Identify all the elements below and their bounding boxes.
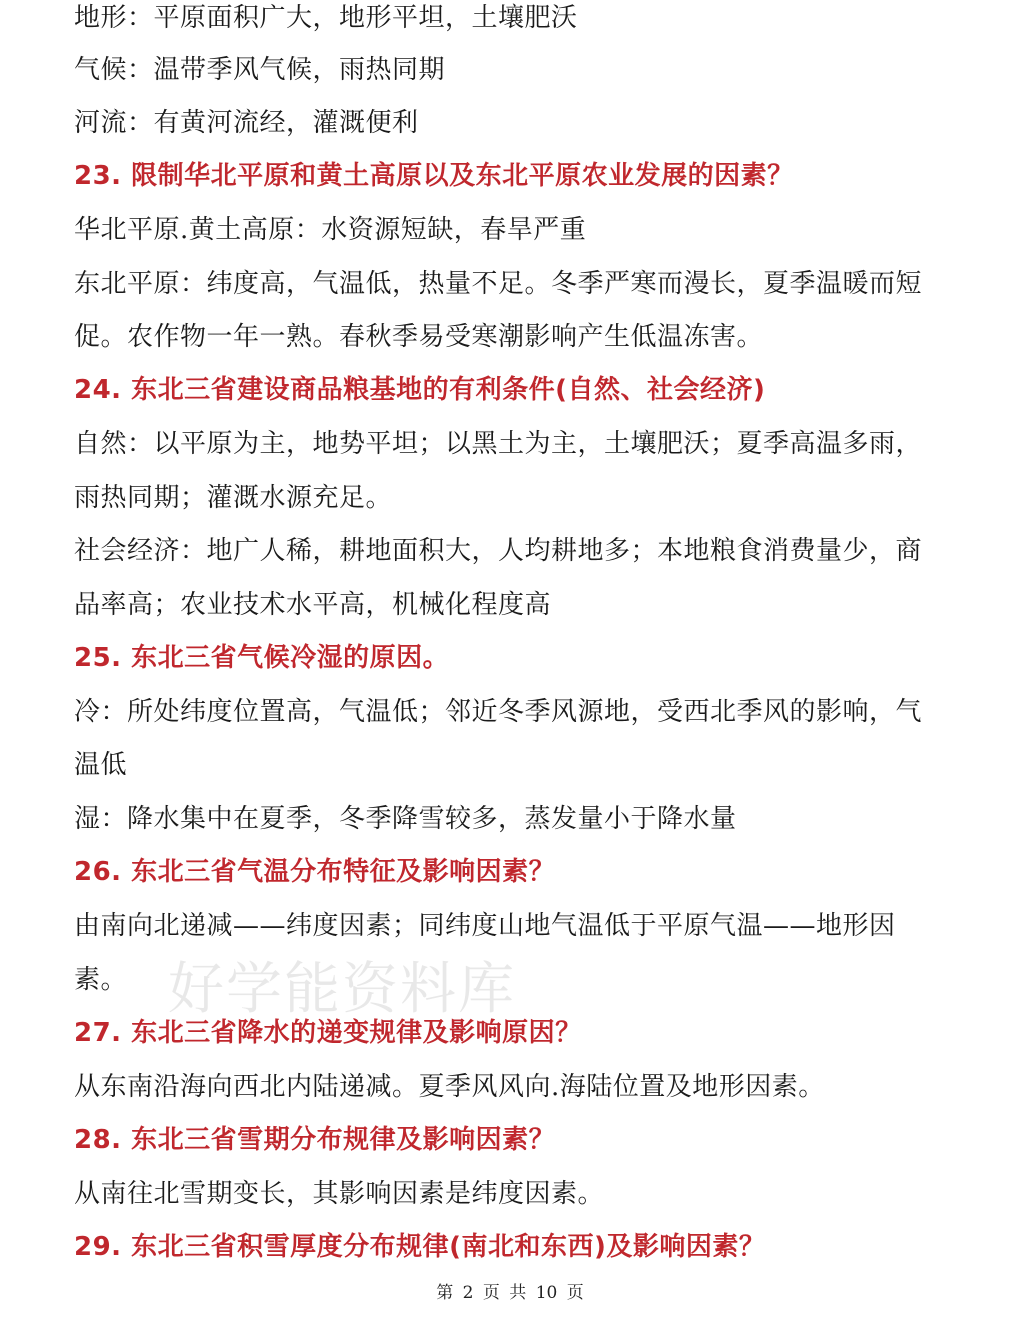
body-line: 社会经济：地广人稀，耕地面积大，人均耕地多；本地粮食消费量少，商 <box>74 536 923 566</box>
question-heading-29: 29. 东北三省积雪厚度分布规律(南北和东西)及影响因素？ <box>74 1232 766 1262</box>
body-line: 促。农作物一年一熟。春秋季易受寒潮影响产生低温冻害。 <box>74 322 764 352</box>
body-line: 从南往北雪期变长，其影响因素是纬度因素。 <box>74 1179 605 1209</box>
watermark: 好学能资料库 <box>168 957 516 1022</box>
body-line: 湿：降水集中在夏季，冬季降雪较多，蒸发量小于降水量 <box>74 804 737 834</box>
body-line: 从东南沿海向西北内陆递减。夏季风风向.海陆位置及地形因素。 <box>74 1072 825 1102</box>
body-line: 素。 <box>74 965 128 995</box>
body-line: 温低 <box>74 750 128 780</box>
question-heading-27: 27. 东北三省降水的递变规律及影响原因？ <box>74 1018 582 1048</box>
body-line: 雨热同期；灌溉水源充足。 <box>74 483 393 513</box>
body-line: 地形：平原面积广大，地形平坦，土壤肥沃 <box>74 3 578 33</box>
body-line: 由南向北递减——纬度因素；同纬度山地气温低于平原气温——地形因 <box>74 911 896 941</box>
body-line: 气候：温带季风气候，雨热同期 <box>74 55 446 85</box>
question-heading-25: 25. 东北三省气候冷湿的原因。 <box>74 643 450 673</box>
body-line: 华北平原.黄土高原：水资源短缺，春旱严重 <box>74 215 587 245</box>
body-line: 河流：有黄河流经，灌溉便利 <box>74 108 419 138</box>
question-heading-28: 28. 东北三省雪期分布规律及影响因素？ <box>74 1125 556 1155</box>
question-heading-23: 23. 限制华北平原和黄土高原以及东北平原农业发展的因素？ <box>74 161 794 191</box>
page-footer: 第 2 页 共 10 页 <box>436 1283 584 1303</box>
question-heading-24: 24. 东北三省建设商品粮基地的有利条件(自然、社会经济) <box>74 375 766 405</box>
question-heading-26: 26. 东北三省气温分布特征及影响因素？ <box>74 857 556 887</box>
body-line: 冷：所处纬度位置高，气温低；邻近冬季风源地，受西北季风的影响，气 <box>74 697 923 727</box>
body-line: 自然：以平原为主，地势平坦；以黑土为主，土壤肥沃；夏季高温多雨， <box>74 429 923 459</box>
body-line: 品率高；农业技术水平高，机械化程度高 <box>74 590 552 620</box>
body-line: 东北平原：纬度高，气温低，热量不足。冬季严寒而漫长，夏季温暖而短 <box>74 269 923 299</box>
